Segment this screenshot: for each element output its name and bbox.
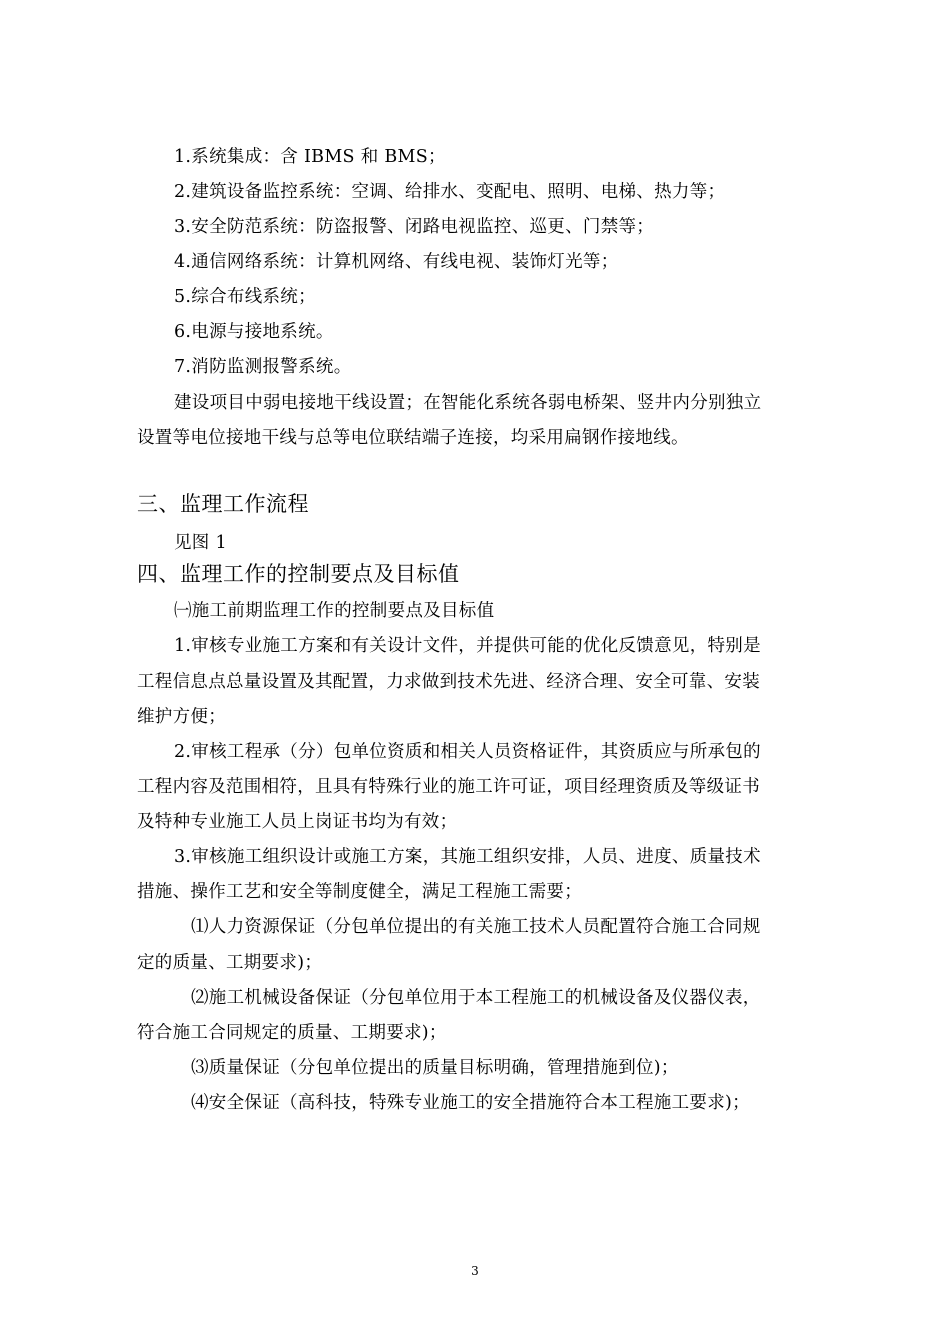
sub-item-1-line-2: 定的质量、工期要求)；: [137, 953, 323, 973]
paragraph-2-line-3: 及特种专业施工人员上岗证书均为有效；: [137, 812, 458, 832]
list-item-fire-alarm: 7.消防监测报警系统。: [174, 357, 352, 377]
list-item-communication-network: 4.通信网络系统：计算机网络、有线电视、装饰灯光等；: [174, 252, 619, 272]
paragraph-1-line-1: 1.审核专业施工方案和有关设计文件，并提供可能的优化反馈意见，特别是: [174, 636, 761, 656]
sub-item-2-line-1: ⑵施工机械设备保证（分包单位用于本工程施工的机械设备及仪器仪表，: [191, 988, 761, 1008]
list-item-security-system: 3.安全防范系统：防盗报警、闭路电视监控、巡更、门禁等；: [174, 217, 655, 237]
section-4-heading: 四、监理工作的控制要点及目标值: [137, 562, 460, 586]
paragraph-3-line-2: 措施、操作工艺和安全等制度健全，满足工程施工需要；: [137, 882, 582, 902]
section-3-heading: 三、监理工作流程: [137, 492, 309, 516]
paragraph-3-line-1: 3.审核施工组织设计或施工方案，其施工组织安排，人员、进度、质量技术: [174, 847, 761, 867]
sub-item-2-line-2: 符合施工合同规定的质量、工期要求)；: [137, 1023, 447, 1043]
list-item-building-equipment: 2.建筑设备监控系统：空调、给排水、变配电、照明、电梯、热力等；: [174, 182, 726, 202]
sub-item-3: ⑶质量保证（分包单位提出的质量目标明确，管理措施到位)；: [191, 1058, 679, 1078]
sub-item-1-line-1: ⑴人力资源保证（分包单位提出的有关施工技术人员配置符合施工合同规: [191, 917, 761, 937]
paragraph-2-line-1: 2.审核工程承（分）包单位资质和相关人员资格证件，其资质应与所承包的: [174, 742, 761, 762]
list-item-cabling: 5.综合布线系统；: [174, 287, 316, 307]
sub-item-4: ⑷安全保证（高科技，特殊专业施工的安全措施符合本工程施工要求)；: [191, 1093, 750, 1113]
paragraph-1-line-2: 工程信息点总量设置及其配置，力求做到技术先进、经济合理、安全可靠、安装: [137, 672, 760, 692]
paragraph-1-line-3: 维护方便；: [137, 707, 226, 727]
list-item-system-integration: 1.系统集成：含 IBMS 和 BMS；: [174, 147, 446, 167]
subsection-1-heading: ㈠施工前期监理工作的控制要点及目标值: [174, 601, 495, 621]
section-3-text: 见图 1: [174, 533, 227, 553]
list-item-power-grounding: 6.电源与接地系统。: [174, 322, 334, 342]
grounding-paragraph-line-1: 建设项目中弱电接地干线设置；在智能化系统各弱电桥架、竖井内分别独立: [174, 393, 762, 413]
page-number: 3: [471, 1264, 479, 1278]
paragraph-2-line-2: 工程内容及范围相符，且具有特殊行业的施工许可证，项目经理资质及等级证书: [137, 777, 760, 797]
grounding-paragraph-line-2: 设置等电位接地干线与总等电位联结端子连接，均采用扁钢作接地线。: [137, 428, 689, 448]
